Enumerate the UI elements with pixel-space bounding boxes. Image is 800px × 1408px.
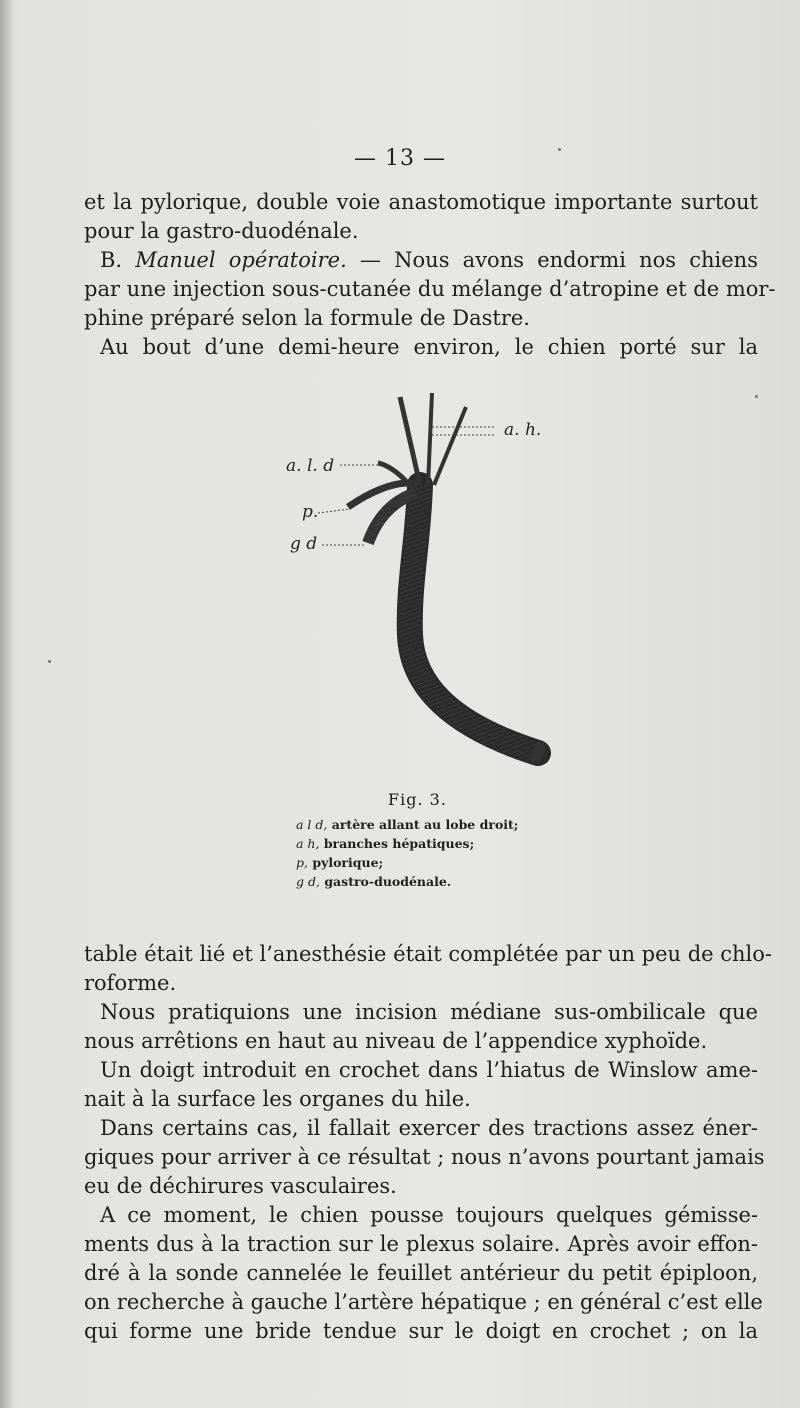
text-block-top — [84, 188, 776, 362]
text-line: ments dus à la traction sur le plexus solaire. Après avoir effon- — [84, 1232, 758, 1256]
hepatic-branch-2 — [428, 393, 432, 485]
hepatic-branch-1 — [400, 397, 420, 485]
text-line: dré à la sonde cannelée le feuillet antérieur du petit épiploon, — [84, 1261, 758, 1285]
text-line: giques pour arriver à ce résultat ; nous n’avons pourtant jamais — [84, 1145, 765, 1169]
label-gd: g d — [290, 534, 318, 554]
main-artery-outline — [410, 485, 538, 753]
text-line: B. Manuel opératoire. — Nous avons endormi nos chiens — [100, 248, 758, 272]
text-line: nait à la surface les organes du hile. — [84, 1087, 471, 1111]
text-line: roforme. — [84, 971, 177, 995]
page-number: — 13 — — [354, 146, 446, 171]
text-block-bottom — [84, 940, 772, 1346]
legend-item: a l d, artère allant au lobe droit; — [296, 817, 519, 832]
figure-artery-illustration — [270, 385, 570, 785]
figure-title: Fig. 3. — [388, 790, 447, 809]
pyloric-artery — [378, 463, 406, 481]
text-line: Nous pratiquions une incision médiane sus-ombilicale que — [100, 1000, 758, 1024]
text-line: table était lié et l’anesthésie était complétée par un peu de chlo- — [84, 942, 772, 966]
text-line: phine préparé selon la formule de Dastre. — [84, 306, 530, 330]
text-line: Un doigt introduit en crochet dans l’hiatus de Winslow ame- — [100, 1058, 758, 1082]
label-ald: a. l. d — [286, 456, 335, 476]
text-line: eu de déchirures vasculaires. — [84, 1174, 397, 1198]
figure-caption — [296, 790, 596, 891]
text-line: par une injection sous-cutanée du mélange d’atropine et de mor- — [84, 277, 776, 301]
text-line: A ce moment, le chien pousse toujours quelques gémisse- — [100, 1203, 758, 1227]
text-line: Au bout d’une demi-heure environ, le chien porté sur la — [100, 335, 758, 359]
text-line: nous arrêtions en haut au niveau de l’appendice xyphoïde. — [84, 1029, 708, 1053]
text-line: on recherche à gauche l’artère hépatique ; en général c’est elle — [84, 1290, 763, 1314]
legend-item: a h, branches hépatiques; — [296, 836, 475, 851]
text-line: qui forme une bride tendue sur le doigt en crochet ; on la — [84, 1319, 758, 1343]
page-edge-shadow — [0, 0, 12, 1408]
text-line: pour la gastro-duodénale. — [84, 219, 359, 243]
label-ah: a. h. — [504, 420, 542, 440]
scan-speck — [48, 660, 51, 663]
label-p: p. — [302, 502, 319, 522]
hepatic-branch-3 — [434, 407, 466, 485]
text-line: et la pylorique, double voie anastomotique importante surtout — [84, 190, 758, 214]
scan-speck — [558, 148, 561, 151]
scan-speck — [755, 395, 758, 398]
artery-drawing — [270, 385, 570, 785]
legend-item: g d, gastro-duodénale. — [296, 874, 452, 889]
text-line: Dans certains cas, il fallait exercer des tractions assez éner- — [100, 1116, 758, 1140]
legend-item: p, pylorique; — [296, 855, 384, 870]
